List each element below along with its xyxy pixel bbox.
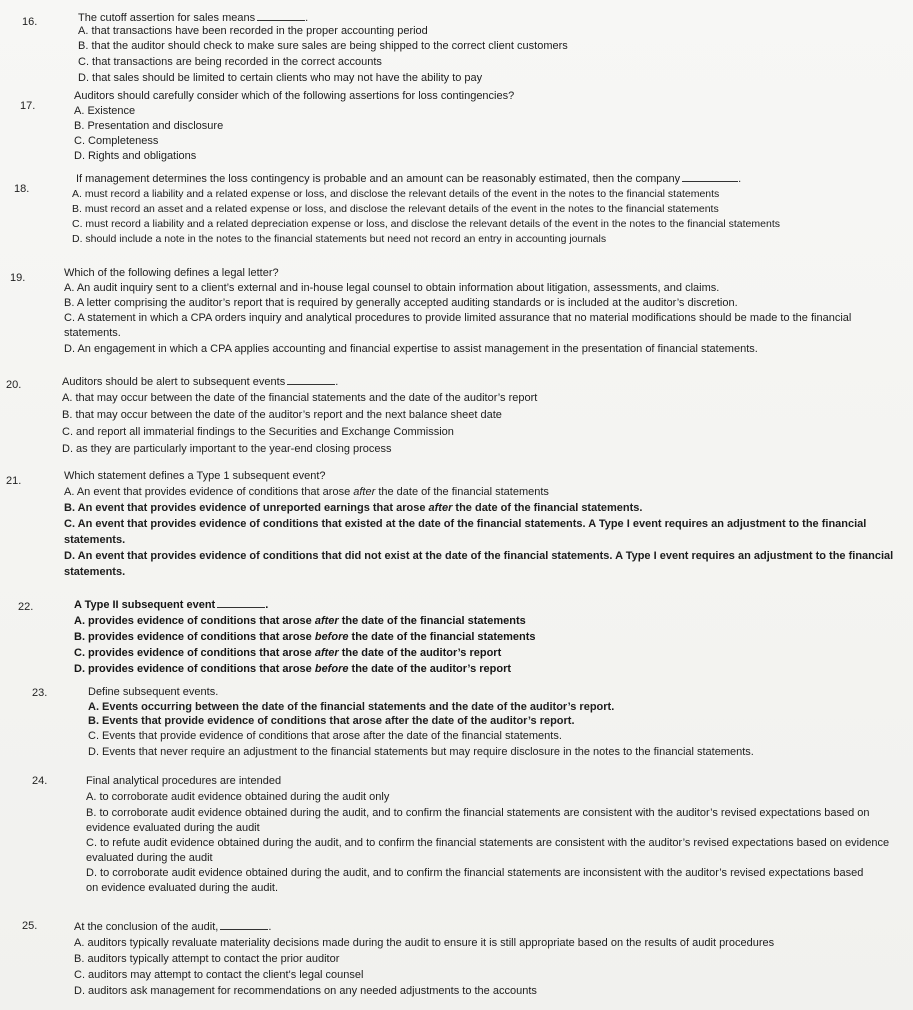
option-b: B. that may occur between the date of the auditor’s report and the next balance sheet date [62, 409, 502, 421]
question-stem: At the conclusion of the audit, . [74, 921, 272, 933]
option-d: D. An event that provides evidence of conditions that did not exist at the date of the financial statements. A Type I event requires an adjustment to the financial statements. [64, 550, 894, 578]
option-a: A. Events occurring between the date of the financial statements and the date of the auditor’s report. [88, 701, 615, 713]
option-a: A. that may occur between the date of the financial statements and the date of the auditor’s report [62, 392, 538, 404]
answer-blank [257, 19, 305, 21]
option-a: A. to corroborate audit evidence obtained during the audit only [86, 791, 390, 803]
option-c: C. and report all immaterial findings to the Securities and Exchange Commission [62, 426, 454, 438]
answer-blank [220, 928, 268, 930]
option-b: B. must record an asset and a related expense or loss, and disclose the relevant details of the event in the notes to the financial statements [72, 203, 719, 215]
option-d: D. as they are particularly important to the year-end closing process [62, 443, 392, 455]
option-a: A. must record a liability and a related expense or loss, and disclose the relevant details of the event in the notes to the financial statements [72, 188, 720, 200]
question-stem: Final analytical procedures are intended [86, 775, 282, 787]
option-b: B. An event that provides evidence of unreported earnings that arose after the date of the financial statements. [64, 502, 643, 514]
question-number: 19. [10, 272, 26, 284]
option-b: B. Presentation and disclosure [74, 120, 224, 132]
option-c: C. provides evidence of conditions that arose after the date of the auditor’s report [74, 647, 502, 659]
option-d: D. Rights and obligations [74, 150, 197, 162]
option-b: B. provides evidence of conditions that arose before the date of the financial statements [74, 631, 536, 643]
question-stem: Define subsequent events. [88, 686, 219, 698]
option-c: C. A statement in which a CPA orders inquiry and analytical procedures to provide limited assurance that no material modifications should be made to the financial statements. [64, 312, 852, 339]
option-d: D. An engagement in which a CPA applies accounting and financial expertise to assist management in the presentation of financial statements. [64, 343, 758, 355]
option-a: A. auditors typically revaluate materiality decisions made during the audit to ensure it is still appropriate based on the results of audit procedures [74, 937, 775, 949]
option-c: C. that transactions are being recorded in the correct accounts [78, 56, 382, 68]
question-stem: Which statement defines a Type 1 subsequent event? [64, 470, 326, 482]
option-d: D. provides evidence of conditions that arose before the date of the auditor’s report [74, 663, 512, 675]
option-a: A. Existence [74, 105, 136, 117]
option-c: C. auditors may attempt to contact the client's legal counsel [74, 969, 364, 981]
option-d: D. Events that never require an adjustment to the financial statements but may require disclosure in the notes to the financial statements. [88, 746, 754, 758]
option-d: D. to corroborate audit evidence obtained during the audit, and to confirm the financial statements are inconsistent with the auditor’s revised expectations based on evidence evaluated during the audit. [86, 867, 864, 894]
question-number: 21. [6, 475, 22, 487]
question-number: 17. [20, 100, 36, 112]
option-b: B. auditors typically attempt to contact the prior auditor [74, 953, 340, 965]
question-number: 18. [14, 183, 30, 195]
option-c: C. An event that provides evidence of conditions that existed at the date of the financial statements. A Type I event requires an adjustment to the financial statements. [64, 518, 867, 546]
option-c: C. must record a liability and a related depreciation expense or loss, and disclose the relevant details of the event in the notes to the financial statements [72, 218, 780, 230]
option-c: C. to refute audit evidence obtained during the audit, and to confirm the financial statements are consistent with the auditor’s revised expectations based on evidence evaluated during the audit [86, 837, 890, 864]
option-b: B. to corroborate audit evidence obtained during the audit, and to confirm the financial statements are consistent with the auditor’s revised expectations based on evidence evaluated during the audit [86, 807, 870, 834]
question-stem: The cutoff assertion for sales means . [78, 12, 309, 24]
option-b: B. A letter comprising the auditor’s report that is required by generally accepted auditing standards or is included at the auditor’s discretion. [64, 297, 738, 309]
option-a: A. An audit inquiry sent to a client’s external and in-house legal counsel to obtain information about litigation, assessments, and claims. [64, 282, 720, 294]
option-a: A. provides evidence of conditions that arose after the date of the financial statements [74, 615, 526, 627]
answer-blank [682, 180, 738, 182]
option-d: D. should include a note in the notes to the financial statements but need not record an entry in accounting journals [72, 233, 607, 245]
question-number: 16. [22, 16, 38, 28]
question-stem: Auditors should carefully consider which of the following assertions for loss contingencies? [74, 90, 515, 102]
question-stem: Auditors should be alert to subsequent events . [62, 376, 339, 388]
question-stem: A Type II subsequent event . [74, 599, 269, 611]
option-b: B. Events that provide evidence of conditions that arose after the date of the auditor’s report. [88, 715, 575, 727]
question-number: 20. [6, 379, 22, 391]
option-a: A. that transactions have been recorded in the proper accounting period [78, 25, 428, 37]
question-number: 24. [32, 775, 48, 787]
answer-blank [287, 383, 335, 385]
option-d: D. auditors ask management for recommendations on any needed adjustments to the accounts [74, 985, 537, 997]
option-b: B. that the auditor should check to make sure sales are being shipped to the correct client customers [78, 40, 568, 52]
answer-blank [217, 606, 265, 608]
question-stem: Which of the following defines a legal letter? [64, 267, 279, 279]
question-number: 23. [32, 687, 48, 699]
question-stem: If management determines the loss contingency is probable and an amount can be reasonably estimated, then the company . [76, 173, 742, 185]
question-number: 25. [22, 920, 38, 932]
option-a: A. An event that provides evidence of conditions that arose after the date of the financial statements [64, 486, 549, 498]
option-d: D. that sales should be limited to certain clients who may not have the ability to pay [78, 72, 483, 84]
question-number: 22. [18, 601, 34, 613]
option-c: C. Events that provide evidence of conditions that arose after the date of the financial statements. [88, 730, 562, 742]
option-c: C. Completeness [74, 135, 159, 147]
